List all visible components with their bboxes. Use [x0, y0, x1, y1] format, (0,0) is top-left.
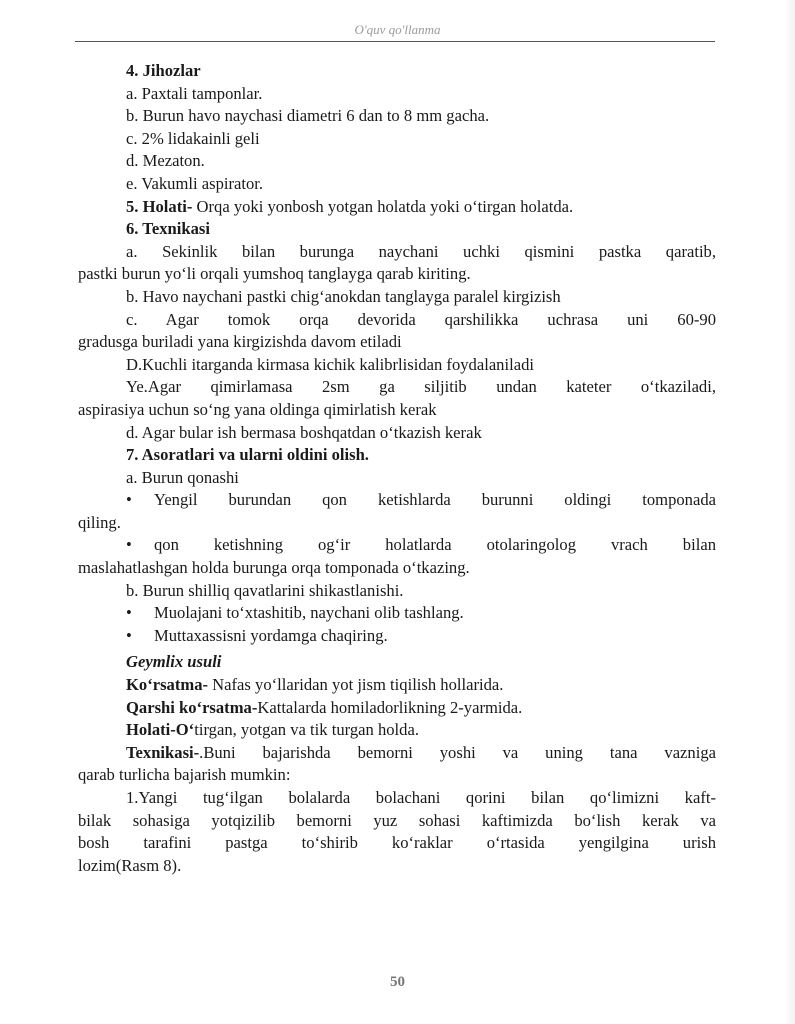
scan-edge-shadow	[785, 0, 795, 1024]
complication-a: a. Burun qonashi	[126, 467, 239, 487]
qarshi-korsatma-text: Kattalarda homiladorlikning 2-yarmida.	[257, 697, 523, 717]
paragraph-1-line4: lozim(Rasm 8).	[78, 855, 182, 875]
qarshi-korsatma-label: Qarshi ko‘rsatma-	[126, 697, 258, 717]
bullet-4	[78, 625, 716, 648]
technique-b: b. Havo naychani pastki chig‘anokdan tanglayga paralel kirgizish	[126, 286, 561, 306]
equipment-item-b: b. Burun havo naychasi diametri 6 dan to 8 mm gacha.	[126, 106, 490, 126]
korsatma-line	[78, 674, 716, 697]
bullet-1-line1	[78, 489, 716, 512]
texnikasi-label: Texnikasi-	[126, 742, 200, 762]
paragraph-1-line2: bilak sohasiga yotqizilib bemorni yuz sohasi kaftimizda bo‘lish kerak va	[78, 810, 716, 830]
bullet-4-text: Muttaxassisni yordamga chaqiring.	[154, 625, 388, 645]
page-number: 50	[390, 974, 405, 990]
bullet-icon: •	[126, 625, 132, 645]
texnikasi-text: .Buni bajarishda bemorni yoshi va uning tana vazniga	[199, 742, 716, 762]
paragraph-1-line1: 1.Yangi tug‘ilgan bolalarda bolachani qorini bilan qo‘limizni kaft-	[126, 788, 716, 807]
bullet-2-line1	[78, 534, 716, 557]
section-6-title: 6. Texnikasi	[126, 219, 210, 239]
complication-b: b. Burun shilliq qavatlarini shikastlanishi.	[126, 580, 404, 600]
texnikasi-line2: qarab turlicha bajarish mumkin:	[78, 765, 291, 785]
header-rule	[75, 41, 715, 42]
technique-c-line1: c. Agar tomok orqa devorida qarshilikka uchrasa uni 60-90	[126, 309, 716, 329]
equipment-item-a: a. Paxtali tamponlar.	[126, 83, 263, 103]
korsatma-label: Ko‘rsatma-	[126, 675, 209, 695]
technique-a-line1: a. Sekinlik bilan burunga naychani uchki qismini pastka qaratib,	[126, 241, 716, 261]
section-7-title: 7. Asoratlari va ularni oldini olish.	[126, 445, 369, 465]
korsatma-text: Nafas yo‘llaridan yot jism tiqilish hollarida.	[208, 675, 504, 695]
paragraph-1-line3: bosh tarafini pastga to‘shirib ko‘raklar o‘rtasida yengilgina urish	[78, 833, 716, 853]
bullet-1-line2: qiling.	[78, 512, 121, 532]
equipment-item-c: c. 2% lidakainli geli	[126, 128, 260, 148]
bullet-icon: •	[126, 603, 132, 623]
holati-text: tirgan, yotgan va tik turgan holda.	[194, 720, 419, 740]
section-4-title: 4. Jihozlar	[126, 61, 201, 80]
section-5-line	[78, 196, 716, 219]
bullet-icon: •	[126, 490, 132, 510]
texnikasi-line1	[78, 742, 716, 765]
technique-d: D.Kuchli itarganda kirmasa kichik kalibrlisidan foydalaniladi	[126, 354, 534, 374]
section-5-text: Orqa yoki yonbosh yotgan holatda yoki o‘tirgan holatda.	[192, 196, 574, 216]
technique-c-line2: gradusga buriladi yana kirgizishda davom etiladi	[78, 332, 402, 352]
equipment-item-d: d. Mezaton.	[126, 151, 205, 171]
bullet-2-line2: maslahatlashgan holda burunga orqa tomponada o‘tkazing.	[78, 558, 470, 578]
bullet-3	[78, 602, 716, 625]
page-body	[78, 60, 716, 877]
technique-e-line1: Ye.Agar qimirlamasa 2sm ga siljitib undan kateter o‘tkaziladi,	[126, 377, 716, 397]
technique-e-line2: aspirasiya uchun so‘ng yana oldinga qimirlatish kerak	[78, 399, 437, 419]
technique-f: d. Agar bular ish bermasa boshqatdan o‘tkazish kerak	[126, 422, 482, 442]
holati-label: Holati-O‘	[126, 720, 195, 740]
section-5-title: 5. Holati-	[126, 196, 193, 216]
running-title: O'quv qo'llanma	[354, 22, 441, 37]
qarshi-korsatma-line	[78, 697, 716, 720]
holati-line	[78, 719, 716, 742]
bullet-2-text: qon ketishning og‘ir holatlarda otolaringolog vrach bilan	[154, 535, 716, 555]
bullet-3-text: Muolajani to‘xtashitib, naychani olib tashlang.	[154, 603, 464, 623]
bullet-1-text: Yengil burundan qon ketishlarda burunni oldingi tomponada	[154, 490, 716, 510]
bullet-icon: •	[126, 535, 132, 555]
technique-a-line2: pastki burun yo‘li orqali yumshoq tanglayga qarab kiriting.	[78, 264, 471, 284]
equipment-item-e: e. Vakumli aspirator.	[126, 173, 264, 193]
geymlix-title: Geymlix usuli	[126, 652, 222, 672]
